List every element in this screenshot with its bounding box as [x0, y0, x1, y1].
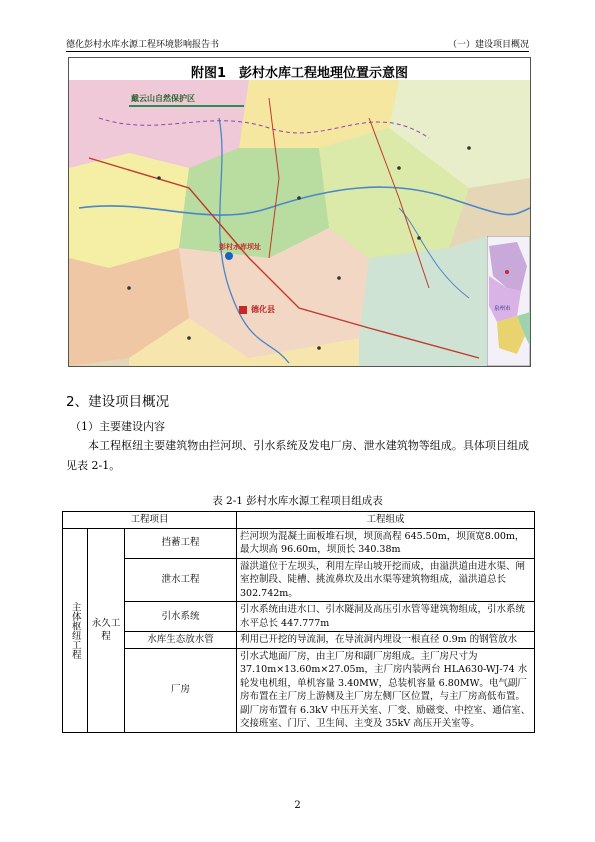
- subcategory-cell: 永久工程: [88, 528, 125, 732]
- desc-cell: 溢洪道位于左坝头，利用左岸山坡开挖而成，由溢洪道由进水渠、闸室控制段、陡槽、挑流鼻坎及出水渠等建筑物组成，溢洪道总长 302.742m。: [237, 558, 535, 602]
- header-rule: [66, 51, 529, 52]
- desc-cell: 拦河坝为混凝土面板堆石坝，坝顶高程 645.50m，坝顶宽8.00m，最大坝高 96.60m，坝顶长 340.38m: [237, 528, 535, 558]
- item-cell: 引水系统: [125, 602, 237, 632]
- inset-quanzhou-label: 泉州市: [494, 306, 511, 312]
- page-number: 2: [294, 800, 301, 811]
- reservoir-label: 彭村水库坝址: [219, 243, 261, 251]
- desc-cell: 引水式地面厂房，由主厂房和副厂房组成。主厂房尺寸为37.10m×13.60m×27.05m，主厂房内装两台 HLA630-WJ-74 水轮发电机组，单机容量 3.40MW，总装机容量 6.80MW。电气副厂房布置在主厂房上游侧及主厂房左侧厂区位置，与主厂房高低布置。副厂房布置有 6.3kV 中压开关室、厂变、励磁变、中控室、通信室、交接班室、门厅、卫生间、主变及 35kV 高压开关室等。: [237, 648, 535, 732]
- map-title: 附图1 彭村水库工程地理位置示意图: [190, 66, 409, 81]
- reservoir-marker: [225, 252, 233, 260]
- table-caption: 表 2-1 彭村水库水源工程项目组成表: [212, 495, 383, 507]
- inset-map: [487, 236, 530, 366]
- body-paragraph: 本工程枢纽主要建筑物由拦河坝、引水系统及发电厂房、泄水建筑物等组成。具体项目组成见表 2-1。: [66, 439, 529, 472]
- header-project: 工程项目: [63, 512, 237, 529]
- table-header-row: [63, 512, 535, 529]
- item-cell: 泄水工程: [125, 558, 237, 602]
- project-composition-table: [62, 511, 535, 733]
- running-header-title: 德化彭村水库水源工程环境影响报告书: [66, 40, 220, 50]
- location-map: [68, 57, 531, 367]
- table-row: [63, 558, 535, 602]
- desc-cell: 利用已开挖的导流洞，在导流洞内埋设一根直径 0.9m 的钢管放水: [237, 632, 535, 649]
- item-cell: 挡蓄工程: [125, 528, 237, 558]
- subsection-heading: （1）主要建设内容: [70, 420, 165, 433]
- table-row: [63, 632, 535, 649]
- table-row: [63, 648, 535, 732]
- desc-cell: 引水系统由进水口、引水隧洞及高压引水管等建筑物组成，引水系统水平总长 447.777m: [237, 602, 535, 632]
- header-composition: 工程组成: [237, 512, 535, 529]
- county-marker: [239, 306, 247, 314]
- table-row: [63, 528, 535, 558]
- reserve-label: 戴云山自然保护区: [131, 94, 195, 103]
- category-cell: 主体枢纽工程: [63, 528, 88, 732]
- table-row: [63, 602, 535, 632]
- item-cell: 水库生态放水管: [125, 632, 237, 649]
- county-label: 德化县: [251, 305, 275, 314]
- running-header-section: （一）建设项目概况: [447, 40, 529, 50]
- item-cell: 厂房: [125, 648, 237, 732]
- map-graphic: [69, 58, 530, 366]
- section-heading: 2、建设项目概况: [66, 394, 170, 410]
